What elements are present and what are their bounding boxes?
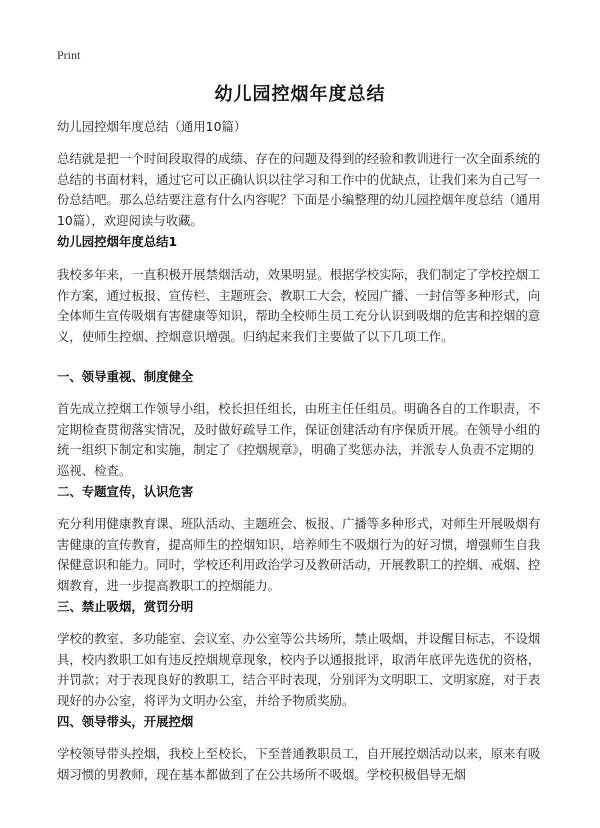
- section-paragraph-1: 我校多年来，一直积极开展禁烟活动，效果明显。根据学校实际，我们制定了学校控烟工作方案，通过板报、宣传栏、主题班会、教职工大会，校园广播、一封信等多种形式，向全体师生宣传吸烟有害健康等知识，帮助全校师生员工充分认识到吸烟的危害和控烟的意义，使师生控烟、控烟意识增强。归纳起来我们主要做了以下几项工作。: [57, 267, 541, 344]
- section-heading-5: 四、领导带头，开展控烟: [57, 714, 194, 729]
- section-paragraph-5: 学校领导带头控烟，我校上至校长，下至普通教职员工，自开展控烟活动以来，原来有吸烟习惯的男教师，现在基本都做到了在公共场所不吸烟。学校积极倡导无烟: [57, 746, 541, 782]
- section-paragraph-3: 充分利用健康教育课、班队活动、主题班会、板报、广播等多种形式，对师生开展吸烟有害健康的宣传教育，提高师生的控烟知识，培养师生不吸烟行为的好习惯，增强师生自我保健意识和能力。同时，学校还利用政治学习及教研活动，开展教职工的控烟、戒烟、控烟教育，进一步提高教职工的控烟能力。: [57, 516, 541, 593]
- section-heading-2: 一、领导重视、制度健全: [57, 369, 194, 384]
- print-link[interactable]: Print: [57, 48, 81, 62]
- section-heading-4: 三、禁止吸烟，赏罚分明: [57, 599, 194, 614]
- section-paragraph-2: 首先成立控烟工作领导小组，校长担任组长，由班主任任组员。明确各自的工作职责，不定期检查贯彻落实情况，及时做好疏导工作，保证创建活动有序保质开展。在领导小组的统一组织下制定和实施，制定了《控烟规章》，明确了奖惩办法，并派专人负责不定期的巡视、检查。: [57, 401, 541, 478]
- section-heading-1: 幼儿园控烟年度总结1: [57, 234, 178, 249]
- document-subtitle: 幼儿园控烟年度总结（通用10篇）: [57, 119, 247, 134]
- section-paragraph-4: 学校的教室、多功能室、会议室、办公室等公共场所，禁止吸烟，并设醒目标志，不设烟具，校内教职工如有违反控烟规章现象，校内予以通报批评，取消年底评先选优的资格，并罚款；对于表现良好的教职工，结合平时表现，分别评为文明职工、文明家庭，对于表现好的办公室，将评为文明办公室，并给予物质奖励。: [57, 631, 541, 708]
- page-title: 幼儿园控烟年度总结: [214, 84, 386, 105]
- intro-paragraph: 总结就是把一个时间段取得的成绩、存在的问题及得到的经验和教训进行一次全面系统的总结的书面材料，通过它可以正确认识以往学习和工作中的优缺点，让我们来为自己写一份总结吧。那么总结要注意有什么内容呢？下面是小编整理的幼儿园控烟年度总结（通用10篇），欢迎阅读与收藏。: [57, 151, 541, 228]
- section-heading-3: 二、专题宣传，认识危害: [57, 484, 194, 499]
